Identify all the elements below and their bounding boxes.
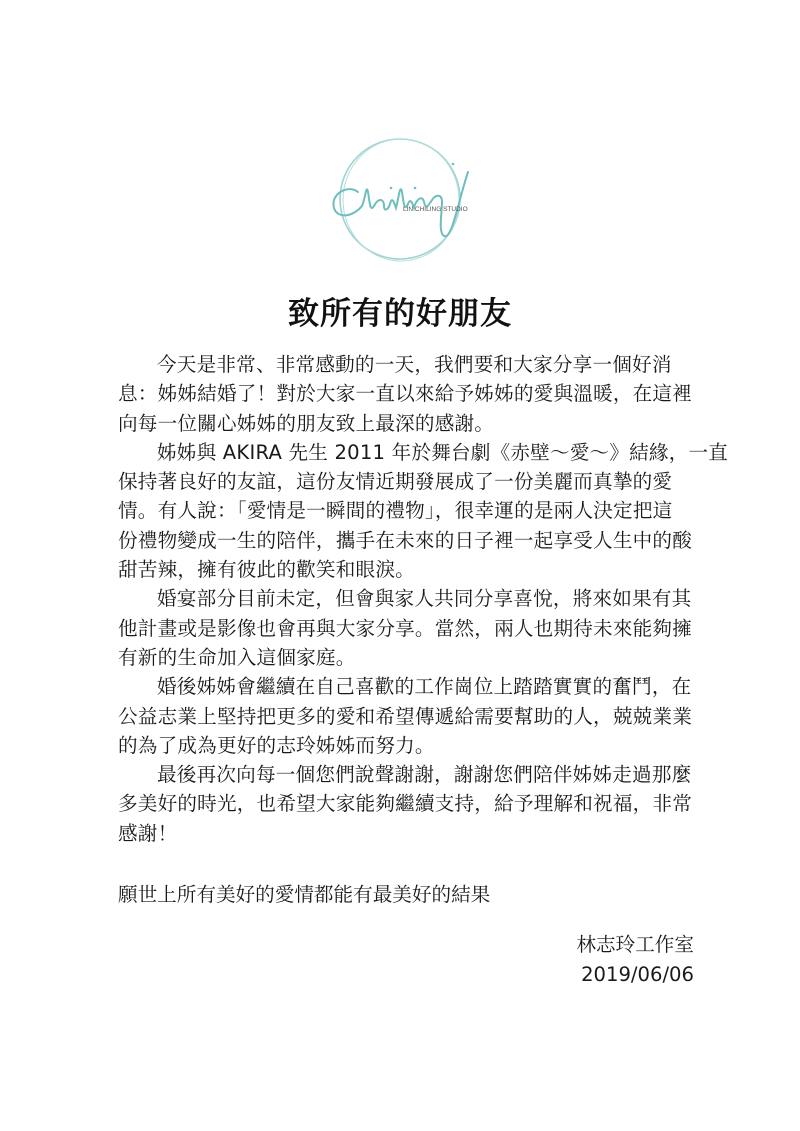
logo-circle-icon (318, 132, 482, 266)
letter-body (118, 350, 729, 848)
body-line: 姊姊與 AKIRA 先生 2011 年於舞台劇《赤壁～愛～》結緣，一直 (157, 440, 729, 464)
studio-logo (318, 132, 482, 266)
body-line: 今天是非常、非常感動的一天，我們要和大家分享一個好消 (157, 353, 672, 376)
body-line: 息：姊姊結婚了！對於大家一直以來給予姊姊的愛與溫暖，在這裡 (118, 382, 693, 406)
body-line: 多美好的時光，也希望大家能夠繼續支持，給予理解和祝福，非常 (118, 792, 693, 816)
body-line: 有新的生命加入這個家庭。 (118, 645, 356, 669)
body-line: 情。有人說：「愛情是一瞬間的禮物」，很幸運的是兩人決定把這 (118, 499, 673, 523)
body-line: 婚後姊姊會繼續在自己喜歡的工作崗位上踏踏實實的奮鬥，在 (157, 675, 692, 699)
signature-name: 林志玲工作室 (576, 933, 694, 956)
body-line: 他計畫或是影像也會再與大家分享。當然，兩人也期待未來能夠擁 (118, 616, 693, 640)
logo-subtitle: LIN CHILING STUDIO (403, 206, 468, 213)
body-line: 最後再次向每一個您們說聲謝謝，謝謝您們陪伴姊姊走過那麼 (157, 763, 692, 787)
document-title: 致所有的好朋友 (288, 296, 512, 332)
body-line: 份禮物變成一生的陪伴，攜手在未來的日子裡一起享受人生中的酸 (118, 528, 693, 552)
body-line: 的為了成為更好的志玲姊姊而努力。 (118, 733, 435, 757)
signature-date: 2019/06/06 (581, 963, 694, 986)
body-line: 向每一位關心姊姊的朋友致上最深的感謝。 (118, 411, 495, 435)
body-line: 保持著良好的友誼，這份友情近期發展成了一份美麗而真摯的愛 (118, 470, 673, 494)
body-line: 婚宴部分目前未定，但會與家人共同分享喜悅，將來如果有其 (157, 587, 692, 611)
body-line: 感謝！ (118, 821, 178, 845)
signature-block (576, 930, 694, 990)
closing-wish: 願世上所有美好的愛情都能有最美好的結果 (118, 883, 491, 906)
body-line: 甜苦辣，擁有彼此的歡笑和眼淚。 (118, 558, 415, 582)
body-line: 公益志業上堅持把更多的愛和希望傳遞給需要幫助的人，兢兢業業 (118, 704, 693, 728)
